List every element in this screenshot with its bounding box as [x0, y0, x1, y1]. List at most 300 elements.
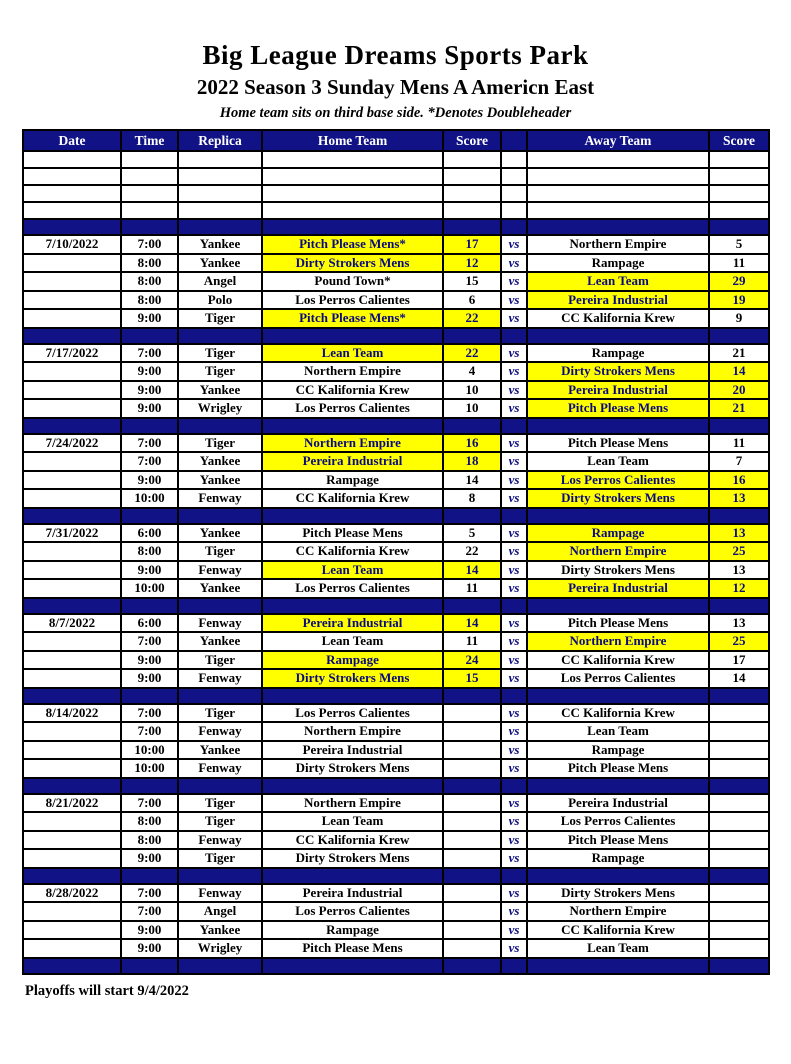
- home-team-cell: CC Kalifornia Krew: [262, 381, 443, 400]
- time-cell: [121, 868, 178, 884]
- home-team-cell: Pereira Industrial: [262, 741, 443, 760]
- vs-cell: vs: [501, 939, 527, 958]
- time-cell: 7:00: [121, 452, 178, 471]
- game-row: [23, 704, 769, 723]
- date-cell: [23, 399, 121, 418]
- away-team-cell: Dirty Strokers Mens: [527, 561, 709, 580]
- home-score-cell: 16: [443, 434, 501, 453]
- away-score-cell: [709, 921, 769, 940]
- home-team-cell: CC Kalifornia Krew: [262, 489, 443, 508]
- away-team-cell: [527, 219, 709, 235]
- away-team-cell: Los Perros Calientes: [527, 812, 709, 831]
- away-score-cell: [709, 219, 769, 235]
- away-score-cell: 12: [709, 579, 769, 598]
- home-team-cell: [262, 688, 443, 704]
- date-cell: [23, 651, 121, 670]
- time-cell: 8:00: [121, 542, 178, 561]
- date-cell: 7/17/2022: [23, 344, 121, 363]
- home-score-cell: [443, 939, 501, 958]
- away-team-cell: Pitch Please Mens: [527, 434, 709, 453]
- replica-cell: Fenway: [178, 722, 262, 741]
- home-team-cell: Pereira Industrial: [262, 884, 443, 903]
- date-cell: [23, 958, 121, 974]
- home-team-cell: CC Kalifornia Krew: [262, 542, 443, 561]
- home-team-cell: Los Perros Calientes: [262, 704, 443, 723]
- home-score-cell: [443, 958, 501, 974]
- game-row: [23, 722, 769, 741]
- date-cell: [23, 508, 121, 524]
- replica-cell: [178, 328, 262, 344]
- date-cell: [23, 291, 121, 310]
- page-subtitle: 2022 Season 3 Sunday Mens A Americn East: [196, 75, 595, 99]
- home-team-cell: [262, 418, 443, 434]
- home-score-cell: [443, 688, 501, 704]
- column-header-replica: Replica: [178, 130, 262, 151]
- away-score-cell: [709, 688, 769, 704]
- home-score-cell: [443, 812, 501, 831]
- vs-cell: vs: [501, 471, 527, 490]
- away-score-cell: 13: [709, 561, 769, 580]
- time-cell: 7:00: [121, 632, 178, 651]
- time-cell: 9:00: [121, 669, 178, 688]
- away-team-cell: [527, 868, 709, 884]
- replica-cell: Tiger: [178, 344, 262, 363]
- page-title: Big League Dreams Sports Park: [202, 40, 589, 70]
- replica-cell: Fenway: [178, 831, 262, 850]
- away-team-cell: Pitch Please Mens: [527, 831, 709, 850]
- home-score-cell: 11: [443, 579, 501, 598]
- vs-cell: vs: [501, 561, 527, 580]
- away-score-cell: [709, 418, 769, 434]
- separator-row: [23, 418, 769, 434]
- away-score-cell: 13: [709, 524, 769, 543]
- date-cell: 7/31/2022: [23, 524, 121, 543]
- home-team-cell: [262, 151, 443, 168]
- time-cell: [121, 688, 178, 704]
- time-cell: [121, 151, 178, 168]
- away-score-cell: [709, 151, 769, 168]
- date-cell: [23, 722, 121, 741]
- home-team-cell: CC Kalifornia Krew: [262, 831, 443, 850]
- away-score-cell: 7: [709, 452, 769, 471]
- game-row: [23, 309, 769, 328]
- replica-cell: Yankee: [178, 632, 262, 651]
- home-score-cell: [443, 722, 501, 741]
- time-cell: 8:00: [121, 272, 178, 291]
- home-score-cell: [443, 902, 501, 921]
- game-row: [23, 452, 769, 471]
- game-row: [23, 651, 769, 670]
- away-team-cell: Los Perros Calientes: [527, 669, 709, 688]
- away-team-cell: Rampage: [527, 741, 709, 760]
- replica-cell: Tiger: [178, 812, 262, 831]
- away-team-cell: Lean Team: [527, 272, 709, 291]
- vs-cell: vs: [501, 254, 527, 273]
- away-team-cell: Lean Team: [527, 452, 709, 471]
- vs-cell: vs: [501, 362, 527, 381]
- vs-cell: vs: [501, 651, 527, 670]
- vs-cell: vs: [501, 542, 527, 561]
- away-score-cell: 21: [709, 344, 769, 363]
- game-row: [23, 921, 769, 940]
- away-score-cell: [709, 202, 769, 219]
- away-score-cell: [709, 168, 769, 185]
- time-cell: 7:00: [121, 722, 178, 741]
- home-score-cell: [443, 219, 501, 235]
- time-cell: 7:00: [121, 434, 178, 453]
- away-team-cell: CC Kalifornia Krew: [527, 704, 709, 723]
- vs-cell: [501, 688, 527, 704]
- home-score-cell: [443, 168, 501, 185]
- replica-cell: Tiger: [178, 362, 262, 381]
- time-cell: 10:00: [121, 741, 178, 760]
- away-team-cell: Northern Empire: [527, 235, 709, 254]
- home-score-cell: 4: [443, 362, 501, 381]
- home-score-cell: 24: [443, 651, 501, 670]
- home-team-cell: [262, 508, 443, 524]
- home-score-cell: [443, 884, 501, 903]
- home-team-cell: Lean Team: [262, 632, 443, 651]
- home-score-cell: 14: [443, 614, 501, 633]
- away-team-cell: [527, 168, 709, 185]
- vs-cell: vs: [501, 614, 527, 633]
- vs-cell: vs: [501, 632, 527, 651]
- replica-cell: [178, 168, 262, 185]
- vs-cell: vs: [501, 309, 527, 328]
- vs-cell: [501, 598, 527, 614]
- vs-cell: [501, 168, 527, 185]
- replica-cell: [178, 688, 262, 704]
- time-cell: [121, 418, 178, 434]
- time-cell: [121, 168, 178, 185]
- game-row: [23, 344, 769, 363]
- column-header-score: Score: [709, 130, 769, 151]
- away-team-cell: Rampage: [527, 524, 709, 543]
- time-cell: 8:00: [121, 254, 178, 273]
- date-cell: [23, 219, 121, 235]
- replica-cell: Tiger: [178, 704, 262, 723]
- vs-cell: vs: [501, 399, 527, 418]
- date-cell: [23, 471, 121, 490]
- schedule-table-body: [23, 151, 769, 974]
- away-team-cell: Rampage: [527, 254, 709, 273]
- home-team-cell: Pitch Please Mens: [262, 939, 443, 958]
- vs-cell: vs: [501, 291, 527, 310]
- away-score-cell: [709, 185, 769, 202]
- date-cell: [23, 452, 121, 471]
- away-team-cell: [527, 778, 709, 794]
- replica-cell: Yankee: [178, 579, 262, 598]
- game-row: [23, 524, 769, 543]
- away-score-cell: [709, 741, 769, 760]
- away-score-cell: 14: [709, 669, 769, 688]
- away-score-cell: [709, 722, 769, 741]
- home-team-cell: [262, 598, 443, 614]
- replica-cell: Tiger: [178, 849, 262, 868]
- replica-cell: [178, 151, 262, 168]
- schedule-table: [22, 129, 770, 975]
- away-score-cell: 16: [709, 471, 769, 490]
- time-cell: [121, 185, 178, 202]
- away-team-cell: CC Kalifornia Krew: [527, 921, 709, 940]
- away-team-cell: [527, 151, 709, 168]
- time-cell: 7:00: [121, 794, 178, 813]
- game-row: [23, 254, 769, 273]
- away-score-cell: [709, 902, 769, 921]
- home-team-cell: Lean Team: [262, 561, 443, 580]
- home-score-cell: 14: [443, 471, 501, 490]
- vs-cell: [501, 958, 527, 974]
- away-score-cell: [709, 598, 769, 614]
- date-cell: 8/7/2022: [23, 614, 121, 633]
- replica-cell: Fenway: [178, 614, 262, 633]
- away-team-cell: Pereira Industrial: [527, 381, 709, 400]
- time-cell: [121, 328, 178, 344]
- home-team-cell: Dirty Strokers Mens: [262, 669, 443, 688]
- time-cell: 9:00: [121, 362, 178, 381]
- vs-cell: vs: [501, 669, 527, 688]
- away-team-cell: Rampage: [527, 849, 709, 868]
- date-cell: [23, 849, 121, 868]
- replica-cell: [178, 508, 262, 524]
- time-cell: 10:00: [121, 489, 178, 508]
- date-cell: [23, 741, 121, 760]
- home-score-cell: 15: [443, 272, 501, 291]
- home-team-cell: Pound Town*: [262, 272, 443, 291]
- home-team-cell: Northern Empire: [262, 362, 443, 381]
- away-team-cell: Pereira Industrial: [527, 579, 709, 598]
- time-cell: 9:00: [121, 381, 178, 400]
- away-score-cell: [709, 812, 769, 831]
- replica-cell: Fenway: [178, 884, 262, 903]
- away-score-cell: 17: [709, 651, 769, 670]
- time-cell: 10:00: [121, 759, 178, 778]
- home-team-cell: Northern Empire: [262, 722, 443, 741]
- game-row: [23, 794, 769, 813]
- away-team-cell: [527, 958, 709, 974]
- time-cell: 9:00: [121, 939, 178, 958]
- home-team-cell: Rampage: [262, 921, 443, 940]
- home-team-cell: Lean Team: [262, 344, 443, 363]
- time-cell: [121, 508, 178, 524]
- home-score-cell: [443, 185, 501, 202]
- replica-cell: Yankee: [178, 381, 262, 400]
- home-score-cell: 11: [443, 632, 501, 651]
- separator-row: [23, 688, 769, 704]
- time-cell: 7:00: [121, 235, 178, 254]
- column-header-date: Date: [23, 130, 121, 151]
- game-row: [23, 884, 769, 903]
- time-cell: 8:00: [121, 291, 178, 310]
- home-team-cell: Dirty Strokers Mens: [262, 254, 443, 273]
- away-team-cell: CC Kalifornia Krew: [527, 309, 709, 328]
- game-row: [23, 614, 769, 633]
- date-cell: [23, 362, 121, 381]
- date-cell: [23, 632, 121, 651]
- away-team-cell: [527, 508, 709, 524]
- time-cell: [121, 219, 178, 235]
- time-cell: 6:00: [121, 524, 178, 543]
- home-team-cell: [262, 868, 443, 884]
- home-score-cell: 22: [443, 344, 501, 363]
- home-score-cell: [443, 849, 501, 868]
- vs-cell: [501, 185, 527, 202]
- home-score-cell: [443, 508, 501, 524]
- home-score-cell: [443, 759, 501, 778]
- home-team-cell: [262, 202, 443, 219]
- separator-row: [23, 958, 769, 974]
- away-team-cell: Northern Empire: [527, 542, 709, 561]
- away-team-cell: [527, 328, 709, 344]
- away-score-cell: 19: [709, 291, 769, 310]
- home-team-cell: Northern Empire: [262, 434, 443, 453]
- replica-cell: Fenway: [178, 561, 262, 580]
- vs-cell: [501, 778, 527, 794]
- game-row: [23, 235, 769, 254]
- home-score-cell: [443, 921, 501, 940]
- replica-cell: Polo: [178, 291, 262, 310]
- game-row: [23, 489, 769, 508]
- vs-cell: vs: [501, 704, 527, 723]
- date-cell: [23, 831, 121, 850]
- home-score-cell: 6: [443, 291, 501, 310]
- vs-cell: vs: [501, 722, 527, 741]
- home-score-cell: [443, 794, 501, 813]
- date-cell: 8/14/2022: [23, 704, 121, 723]
- home-team-cell: Pereira Industrial: [262, 452, 443, 471]
- game-row: [23, 471, 769, 490]
- home-score-cell: 10: [443, 399, 501, 418]
- away-score-cell: [709, 794, 769, 813]
- date-cell: [23, 759, 121, 778]
- date-cell: [23, 812, 121, 831]
- home-score-cell: 14: [443, 561, 501, 580]
- vs-cell: vs: [501, 452, 527, 471]
- schedule-table-header: [23, 130, 769, 151]
- home-score-cell: [443, 868, 501, 884]
- away-score-cell: [709, 759, 769, 778]
- away-team-cell: [527, 185, 709, 202]
- away-score-cell: 11: [709, 254, 769, 273]
- date-cell: [23, 272, 121, 291]
- home-score-cell: [443, 202, 501, 219]
- home-team-cell: Los Perros Calientes: [262, 579, 443, 598]
- home-score-cell: 15: [443, 669, 501, 688]
- date-cell: [23, 151, 121, 168]
- time-cell: 8:00: [121, 812, 178, 831]
- away-team-cell: Rampage: [527, 344, 709, 363]
- replica-cell: Fenway: [178, 759, 262, 778]
- date-cell: [23, 688, 121, 704]
- vs-cell: vs: [501, 524, 527, 543]
- replica-cell: Yankee: [178, 524, 262, 543]
- away-team-cell: Lean Team: [527, 722, 709, 741]
- time-cell: 9:00: [121, 309, 178, 328]
- home-score-cell: [443, 151, 501, 168]
- home-team-cell: Los Perros Calientes: [262, 399, 443, 418]
- column-header-score: Score: [443, 130, 501, 151]
- empty-row: [23, 168, 769, 185]
- home-score-cell: [443, 328, 501, 344]
- column-header-home-team: Home Team: [262, 130, 443, 151]
- away-score-cell: 14: [709, 362, 769, 381]
- game-row: [23, 362, 769, 381]
- game-row: [23, 272, 769, 291]
- time-cell: 9:00: [121, 471, 178, 490]
- column-header-away-team: Away Team: [527, 130, 709, 151]
- away-team-cell: Lean Team: [527, 939, 709, 958]
- column-header-vs: [501, 130, 527, 151]
- game-row: [23, 291, 769, 310]
- time-cell: 9:00: [121, 921, 178, 940]
- away-team-cell: [527, 418, 709, 434]
- home-team-cell: Dirty Strokers Mens: [262, 849, 443, 868]
- vs-cell: [501, 202, 527, 219]
- game-row: [23, 669, 769, 688]
- game-row: [23, 434, 769, 453]
- away-team-cell: Pitch Please Mens: [527, 399, 709, 418]
- date-cell: 7/24/2022: [23, 434, 121, 453]
- date-cell: [23, 669, 121, 688]
- home-score-cell: [443, 741, 501, 760]
- date-cell: [23, 579, 121, 598]
- date-cell: [23, 381, 121, 400]
- replica-cell: Wrigley: [178, 399, 262, 418]
- home-score-cell: [443, 704, 501, 723]
- home-team-cell: [262, 168, 443, 185]
- away-team-cell: Dirty Strokers Mens: [527, 489, 709, 508]
- away-score-cell: 20: [709, 381, 769, 400]
- date-cell: [23, 939, 121, 958]
- date-cell: 8/21/2022: [23, 794, 121, 813]
- home-team-cell: [262, 219, 443, 235]
- away-team-cell: Dirty Strokers Mens: [527, 884, 709, 903]
- away-team-cell: [527, 688, 709, 704]
- away-score-cell: [709, 868, 769, 884]
- away-score-cell: 29: [709, 272, 769, 291]
- time-cell: 10:00: [121, 579, 178, 598]
- vs-cell: vs: [501, 272, 527, 291]
- time-cell: [121, 958, 178, 974]
- away-score-cell: [709, 958, 769, 974]
- separator-row: [23, 328, 769, 344]
- vs-cell: [501, 868, 527, 884]
- replica-cell: Fenway: [178, 669, 262, 688]
- date-cell: [23, 868, 121, 884]
- time-cell: 7:00: [121, 704, 178, 723]
- home-team-cell: Pereira Industrial: [262, 614, 443, 633]
- vs-cell: vs: [501, 235, 527, 254]
- vs-cell: [501, 328, 527, 344]
- away-team-cell: Dirty Strokers Mens: [527, 362, 709, 381]
- home-team-cell: [262, 328, 443, 344]
- replica-cell: [178, 418, 262, 434]
- column-header-time: Time: [121, 130, 178, 151]
- home-team-cell: Pitch Please Mens*: [262, 235, 443, 254]
- vs-cell: vs: [501, 812, 527, 831]
- vs-cell: [501, 219, 527, 235]
- away-score-cell: 21: [709, 399, 769, 418]
- date-cell: 7/10/2022: [23, 235, 121, 254]
- away-score-cell: 11: [709, 434, 769, 453]
- vs-cell: [501, 508, 527, 524]
- home-score-cell: [443, 598, 501, 614]
- date-cell: [23, 254, 121, 273]
- vs-cell: vs: [501, 434, 527, 453]
- replica-cell: Wrigley: [178, 939, 262, 958]
- vs-cell: vs: [501, 381, 527, 400]
- replica-cell: [178, 202, 262, 219]
